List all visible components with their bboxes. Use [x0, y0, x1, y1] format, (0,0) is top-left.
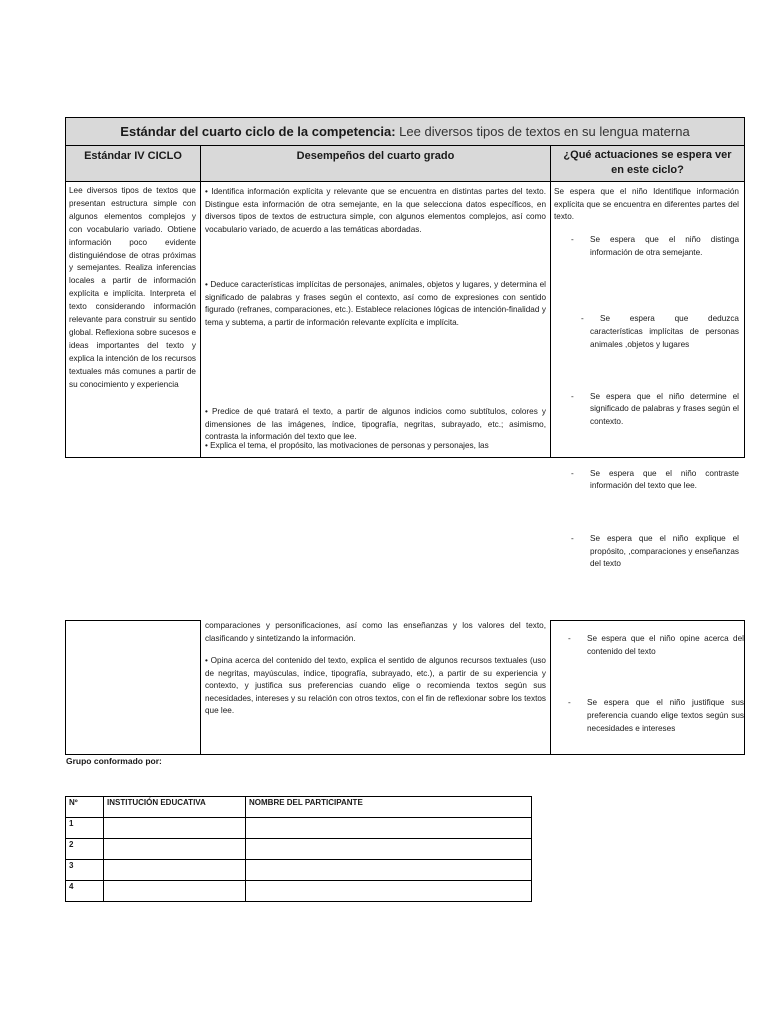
- table1-title-row: [65, 117, 745, 146]
- continuation-actuaciones-cell: [550, 620, 745, 755]
- table-row: [66, 881, 532, 902]
- desempeno-item: • Predice de qué tratará el texto, a partir de algunos indicios como subtítulos, colores y dimensiones de las imágenes, índice, tipografía, negritas, subrayado, etc.; asimismo, contrasta la información del texto que lee.: [205, 407, 546, 442]
- row-number: 4: [66, 881, 104, 902]
- group-label: Grupo conformado por:: [66, 756, 162, 766]
- institution-cell[interactable]: [104, 860, 246, 881]
- table-row: [66, 839, 532, 860]
- header-number: Nº: [66, 797, 104, 818]
- table-header-row: [66, 797, 532, 818]
- table-row: [66, 818, 532, 839]
- institution-cell[interactable]: [104, 839, 246, 860]
- header-participant-name: NOMBRE DEL PARTICIPANTE: [246, 797, 532, 818]
- standard-text: Lee diversos tipos de textos que presentan estructura simple con algunos elementos complejos y con vocabulario variado. Obtiene información poco evidente distinguiéndose de otras próximas y semejantes. Realiza inferencias locales a partir de información explícita e implícita. Interpreta el texto considerando información relevante para construir su sentido global. Reflexiona sobre sucesos e ideas importantes del texto y explica la intención de los recursos textuales más comunes a partir de su conocimiento y experiencia: [69, 186, 196, 389]
- continuation-standard-cell: [65, 620, 201, 755]
- actuacion-item: - Se espera que el niño explique el propósito, ,comparaciones y enseñanzas del texto: [554, 533, 739, 571]
- actuacion-item: - Se espera que el niño contraste información del texto que lee.: [554, 468, 739, 493]
- participant-name-cell[interactable]: [246, 860, 532, 881]
- participants-table: [65, 796, 532, 902]
- col3-header: ¿Qué actuaciones se espera ver en este ciclo?: [550, 145, 745, 182]
- actuacion-intro: Se espera que el niño Identifique información explícita que se encuentra en diferentes partes del texto.: [554, 187, 739, 222]
- participant-name-cell[interactable]: [246, 839, 532, 860]
- desempenos-cell: [200, 181, 551, 458]
- actuacion-item: - Se espera que el niño determine el significado de palabras y frases según el contexto.: [554, 391, 739, 429]
- table1-title-rest: Lee diversos tipos de textos en su lengua materna: [395, 124, 690, 139]
- actuacion-item: - Se espera que el niño justifique sus preferencia cuando elige textos según sus necesidades e intereses: [551, 697, 744, 735]
- continuation-desempenos-cell: [200, 620, 551, 755]
- desempeno-item: • Identifica información explícita y relevante que se encuentra en distintas partes del texto. Distingue esta información de otra semejante, en la que selecciona datos específicos, en diversos tipos de textos de estructura simple, con algunos elementos complejos, así como vocabulario variado, de acuerdo a las temáticas abordadas.: [205, 187, 546, 234]
- desempeno-item: • Deduce características implícitas de personajes, animales, objetos y lugares, y determina el significado de palabras y frases según el contexto, así como de expresiones con sentido figurado (refranes, comparaciones, etc.). Establece relaciones lógicas de intención-finalidad y tema y subtema, a partir de información relevante explícita e implícita.: [205, 280, 546, 327]
- desempeno-item: • Explica el tema, el propósito, las motivaciones de personas y personajes, las: [205, 441, 489, 450]
- participant-name-cell[interactable]: [246, 818, 532, 839]
- actuacion-item: - Se espera que deduzca características implícitas de personas animales ,objetos y lugares: [554, 313, 739, 351]
- row-number: 2: [66, 839, 104, 860]
- table-row: [66, 860, 532, 881]
- row-number: 1: [66, 818, 104, 839]
- actuacion-item: - Se espera que el niño opine acerca del contenido del texto: [551, 633, 744, 658]
- actuaciones-cell: [550, 181, 745, 569]
- institution-cell[interactable]: [104, 818, 246, 839]
- header-institution: INSTITUCIÓN EDUCATIVA: [104, 797, 246, 818]
- table1-title-bold: Estándar del cuarto ciclo de la competencia:: [120, 124, 396, 139]
- participant-name-cell[interactable]: [246, 881, 532, 902]
- col2-header: Desempeños del cuarto grado: [200, 145, 551, 182]
- desempeno-item: comparaciones y personificaciones, así como las enseñanzas y los valores del texto, clasificando y sintetizando la información.: [205, 621, 546, 643]
- col1-header: Estándar IV CICLO: [65, 145, 201, 182]
- institution-cell[interactable]: [104, 881, 246, 902]
- actuacion-item: - Se espera que el niño distinga información de otra semejante.: [554, 234, 739, 259]
- desempeno-item: • Opina acerca del contenido del texto, explica el sentido de algunos recursos textuales (uso de negritas, mayúsculas, índice, tipografía, subrayado, etc.), a partir de su experiencia y contexto, y justifica sus preferencias cuando elige o recomienda textos según sus necesidades, intereses y su relación con otros textos, con el fin de reflexionar sobre los textos que lee.: [205, 656, 546, 716]
- row-number: 3: [66, 860, 104, 881]
- standard-cell: [65, 181, 201, 458]
